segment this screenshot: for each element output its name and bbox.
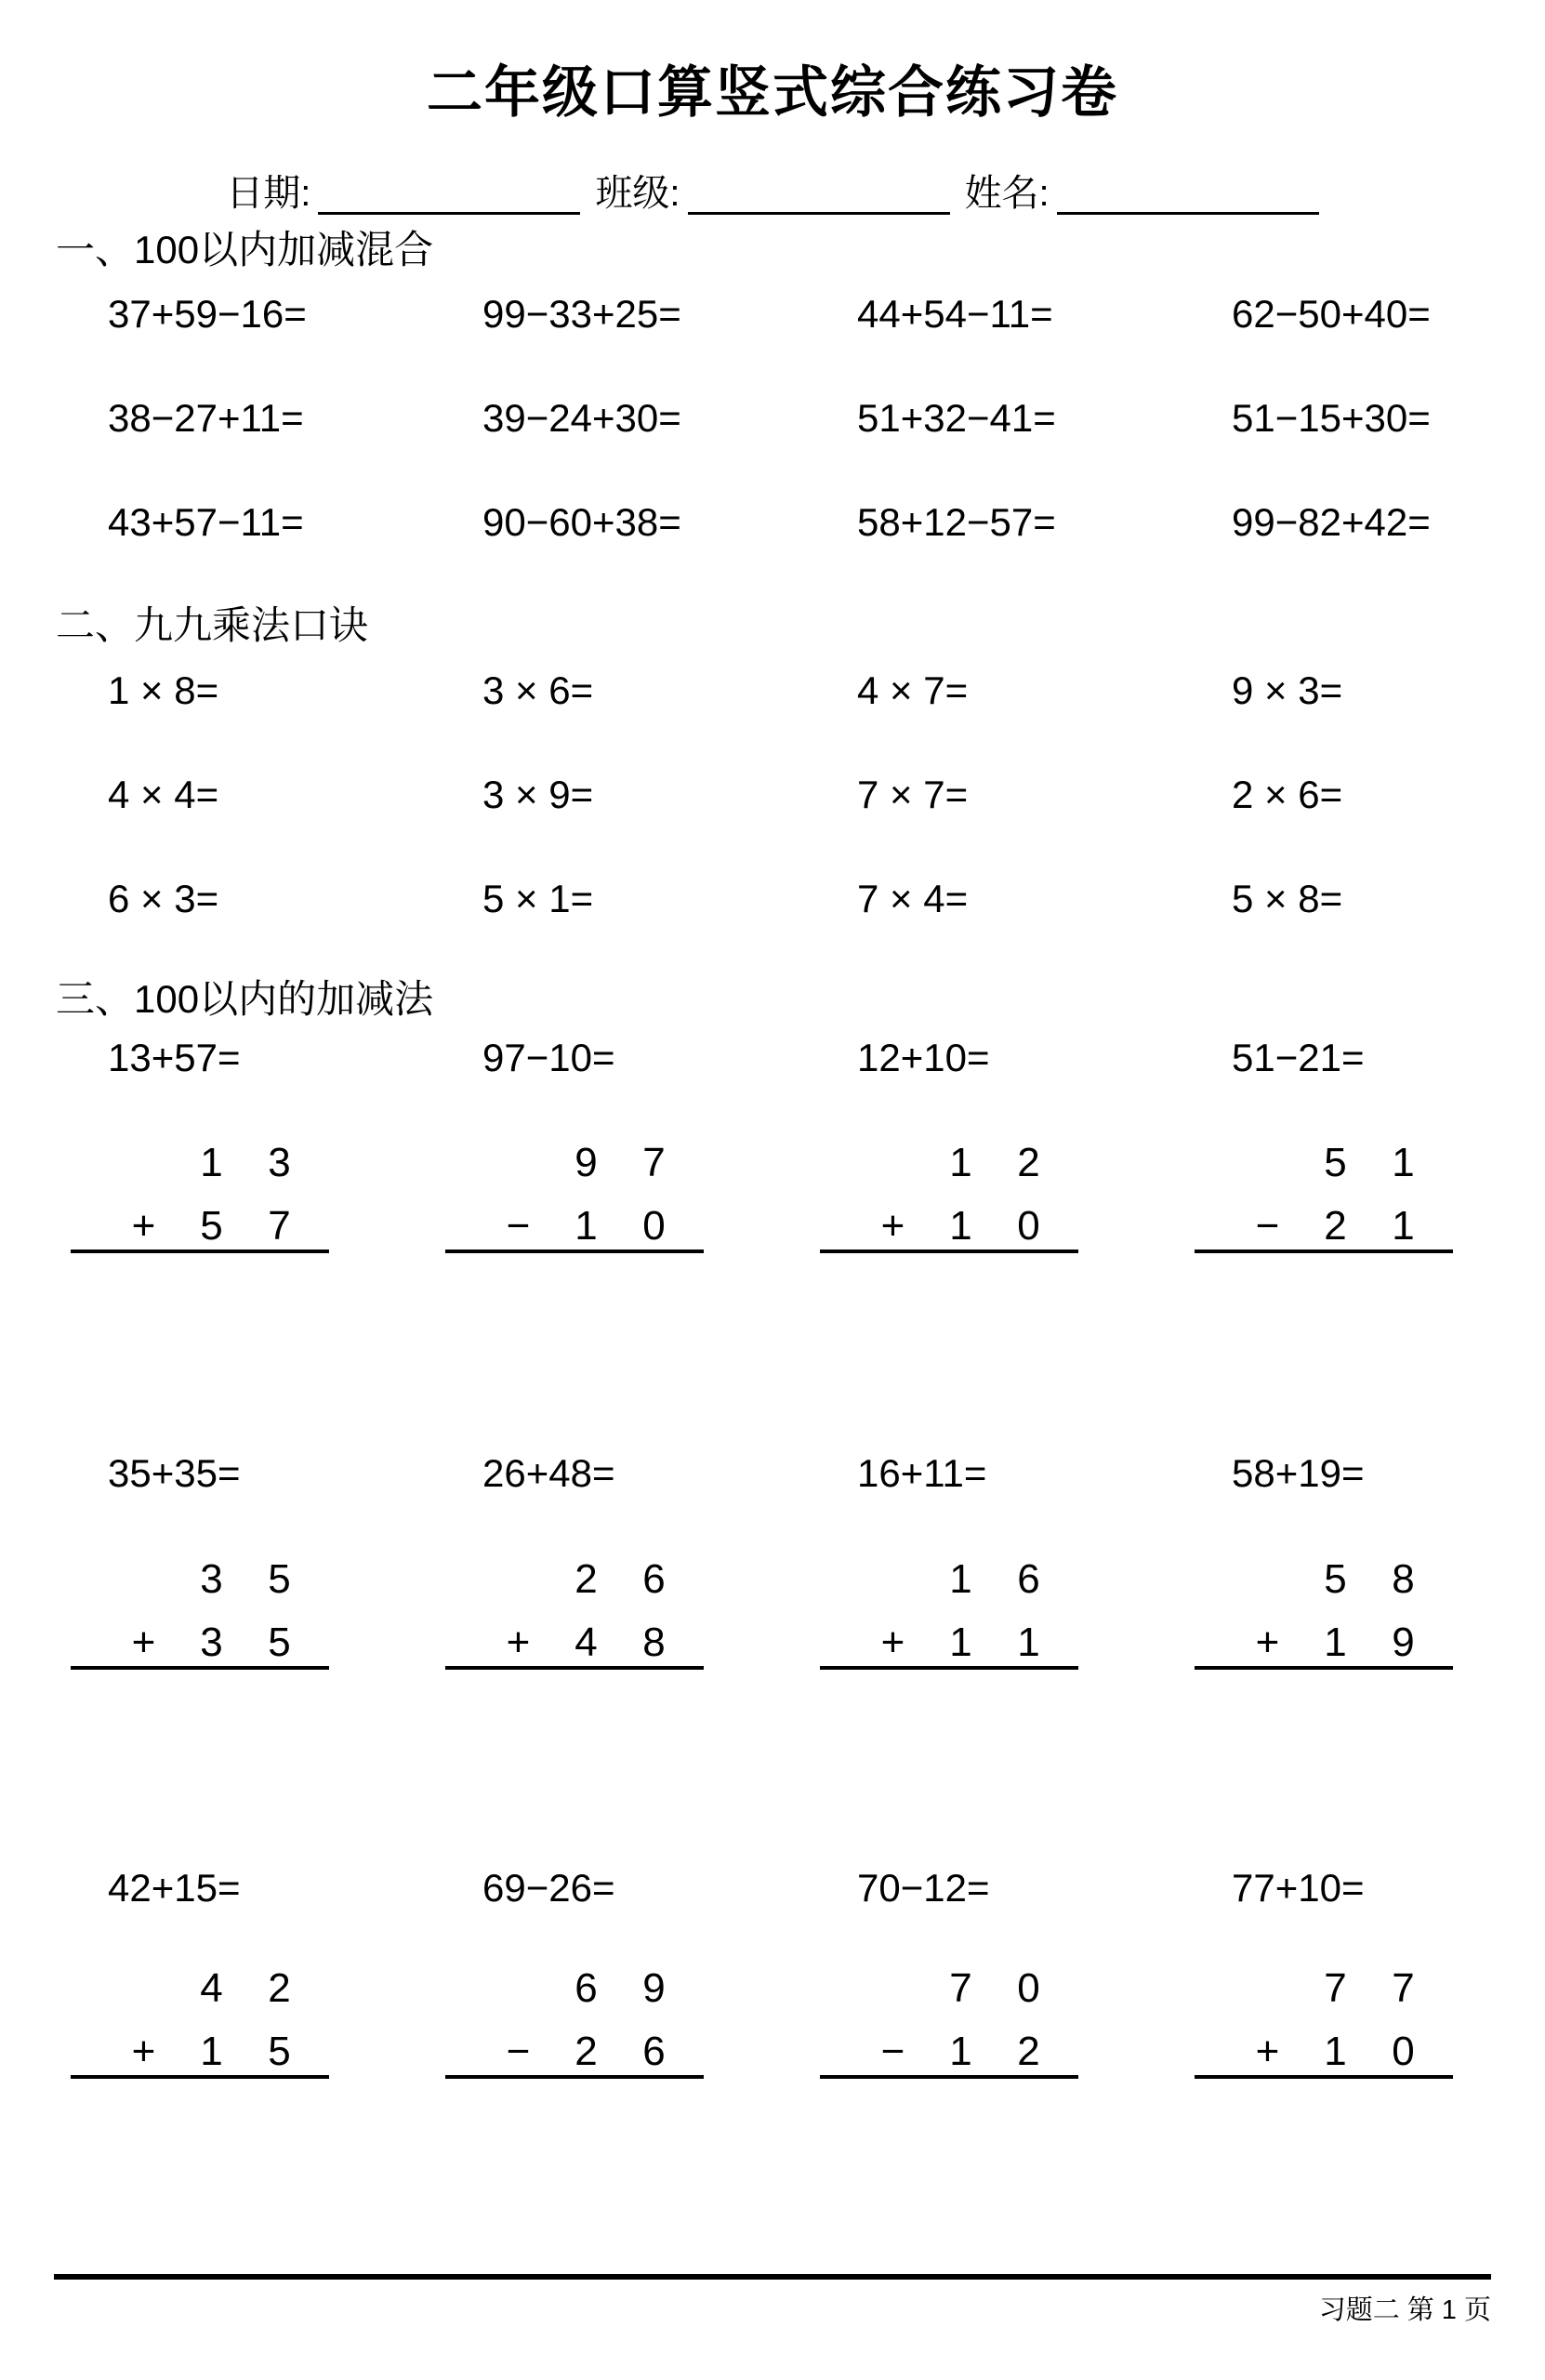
vf-operator: − [506,2029,531,2074]
vf-bottom-digit: 0 [1017,1203,1040,1249]
answer-line [445,1250,704,1253]
vertical-form-problem [1195,1558,1453,1670]
problem: 69−26= [482,1866,615,1910]
vf-bottom-digit: 5 [268,2029,291,2074]
vf-operator: + [506,1620,531,1665]
vf-top-digit: 5 [1324,1140,1347,1185]
problem: 16+11= [857,1451,987,1495]
problem: 99−82+42= [1232,500,1431,544]
vertical-form-problem [1195,1142,1453,1253]
problem: 5 × 1= [482,877,594,920]
vertical-form-problem [71,1558,329,1670]
date-blank [318,175,580,215]
vf-top-digit: 2 [1017,1140,1040,1185]
vf-top-digit: 7 [1392,1965,1415,2011]
group-1-expressions [108,1037,1545,1079]
name-label: 姓名: [964,173,1050,214]
vf-operator: − [1255,1203,1280,1249]
vertical-form-problem [71,1967,329,2079]
group-2-expressions [108,1452,1545,1495]
page-title: 二年级口算竖式综合练习卷 [427,61,1118,124]
vf-top-digit: 5 [1324,1556,1347,1602]
vf-bottom-digit: 0 [642,1203,666,1249]
problem: 58+19= [1232,1451,1365,1495]
vertical-form-problem [71,1142,329,1253]
vf-top-digit: 6 [1017,1556,1040,1602]
answer-line [71,1250,329,1253]
answer-line [1195,1250,1453,1253]
vf-top-digit: 3 [200,1556,223,1602]
vertical-form-problem [445,1142,704,1253]
vf-top-digit: 2 [268,1965,291,2011]
vf-operator: + [1255,2029,1280,2074]
answer-line [820,1250,1078,1253]
name-field [965,172,1319,215]
vf-bottom-digit: 9 [1392,1620,1415,1665]
vf-top-digit: 9 [642,1965,666,2011]
group-3-vertical-forms [71,1967,1545,2079]
vertical-form-problem [820,1142,1078,1253]
problem: 44+54−11= [857,292,1053,336]
vf-bottom-digit: 1 [949,1203,972,1249]
problem: 13+57= [108,1036,241,1079]
vertical-form-problem [445,1558,704,1670]
group-3-expressions [108,1867,1545,1910]
vf-bottom-digit: 1 [1392,1203,1415,1249]
answer-line [820,1666,1078,1670]
vf-operator: + [131,1620,156,1665]
vf-bottom-digit: 3 [200,1620,223,1665]
problem: 9 × 3= [1232,668,1343,712]
problem: 51+32−41= [857,396,1056,440]
vf-bottom-digit: 6 [642,2029,666,2074]
problem: 99−33+25= [482,292,681,336]
problem: 7 × 4= [857,877,969,920]
problem: 51−15+30= [1232,396,1431,440]
problem: 58+12−57= [857,500,1056,544]
section-1-problems [108,293,1545,544]
problem: 3 × 6= [482,668,594,712]
vertical-form-problem [820,1558,1078,1670]
vf-top-digit: 7 [949,1965,972,2011]
answer-line [71,2075,329,2079]
problem: 1 × 8= [108,668,219,712]
answer-line [1195,2075,1453,2079]
answer-line [445,1666,704,1670]
vf-top-digit: 3 [268,1140,291,1185]
date-label: 日期: [226,173,311,214]
vf-top-digit: 7 [1324,1965,1347,2011]
problem: 3 × 9= [482,773,594,816]
vf-bottom-digit: 1 [200,2029,223,2074]
problem: 43+57−11= [108,500,304,544]
vf-operator: + [880,1620,905,1665]
problem: 51−21= [1232,1036,1365,1079]
section-2-problems [108,669,1545,920]
problem: 70−12= [857,1866,990,1910]
vf-operator: + [131,1203,156,1249]
problem: 12+10= [857,1036,990,1079]
answer-line [1195,1666,1453,1670]
vf-bottom-digit: 5 [268,1620,291,1665]
problem: 39−24+30= [482,396,681,440]
vf-bottom-digit: 5 [200,1203,223,1249]
class-label: 班级: [595,173,680,214]
problem: 35+35= [108,1451,241,1495]
vf-bottom-digit: 2 [1017,2029,1040,2074]
vf-operator: + [131,2029,156,2074]
problem: 77+10= [1232,1866,1365,1910]
vf-bottom-digit: 1 [1017,1620,1040,1665]
section-2-heading: 二、九九乘法口诀 [56,603,369,647]
problem: 97−10= [482,1036,615,1079]
name-blank [1057,175,1319,215]
problem: 2 × 6= [1232,773,1343,816]
vf-bottom-digit: 8 [642,1620,666,1665]
section-3-heading: 三、100以内的加减法 [56,977,434,1021]
answer-line [71,1666,329,1670]
group-1-vertical-forms [71,1142,1545,1253]
vf-bottom-digit: 1 [574,1203,598,1249]
vf-top-digit: 1 [200,1140,223,1185]
vf-top-digit: 4 [200,1965,223,2011]
vf-bottom-digit: 4 [574,1620,598,1665]
vf-top-digit: 6 [574,1965,598,2011]
vf-top-digit: 1 [949,1140,972,1185]
vf-bottom-digit: 1 [949,1620,972,1665]
date-field [226,172,580,215]
class-blank [688,175,950,215]
vf-top-digit: 9 [574,1140,598,1185]
vf-bottom-digit: 2 [574,2029,598,2074]
footer-page-label: 习题二 第 1 页 [1318,2295,1491,2325]
vf-operator: + [1255,1620,1280,1665]
vf-top-digit: 7 [642,1140,666,1185]
vf-top-digit: 2 [574,1556,598,1602]
vf-bottom-digit: 1 [949,2029,972,2074]
vf-top-digit: 1 [1392,1140,1415,1185]
problem: 4 × 4= [108,773,219,816]
problem: 38−27+11= [108,396,304,440]
problem: 4 × 7= [857,668,969,712]
footer-divider [54,2274,1491,2280]
vf-bottom-digit: 0 [1392,2029,1415,2074]
problem: 26+48= [482,1451,615,1495]
vf-top-digit: 6 [642,1556,666,1602]
problem: 42+15= [108,1866,241,1910]
class-field [595,172,949,215]
vf-operator: + [880,1203,905,1249]
vf-bottom-digit: 2 [1324,1203,1347,1249]
section-1-heading: 一、100以内加减混合 [56,228,434,271]
problem: 62−50+40= [1232,292,1431,336]
vertical-form-problem [820,1967,1078,2079]
problem: 90−60+38= [482,500,681,544]
vf-top-digit: 8 [1392,1556,1415,1602]
problem: 37+59−16= [108,292,307,336]
vf-bottom-digit: 7 [268,1203,291,1249]
vf-operator: − [880,2029,905,2074]
vf-bottom-digit: 1 [1324,2029,1347,2074]
problem: 7 × 7= [857,773,969,816]
vf-top-digit: 1 [949,1556,972,1602]
answer-line [820,2075,1078,2079]
group-2-vertical-forms [71,1558,1545,1670]
vf-top-digit: 5 [268,1556,291,1602]
info-row [0,172,1545,215]
problem: 6 × 3= [108,877,219,920]
vertical-form-problem [445,1967,704,2079]
answer-line [445,2075,704,2079]
vf-bottom-digit: 1 [1324,1620,1347,1665]
vf-operator: − [506,1203,531,1249]
vf-top-digit: 0 [1017,1965,1040,2011]
problem: 5 × 8= [1232,877,1343,920]
vertical-form-problem [1195,1967,1453,2079]
